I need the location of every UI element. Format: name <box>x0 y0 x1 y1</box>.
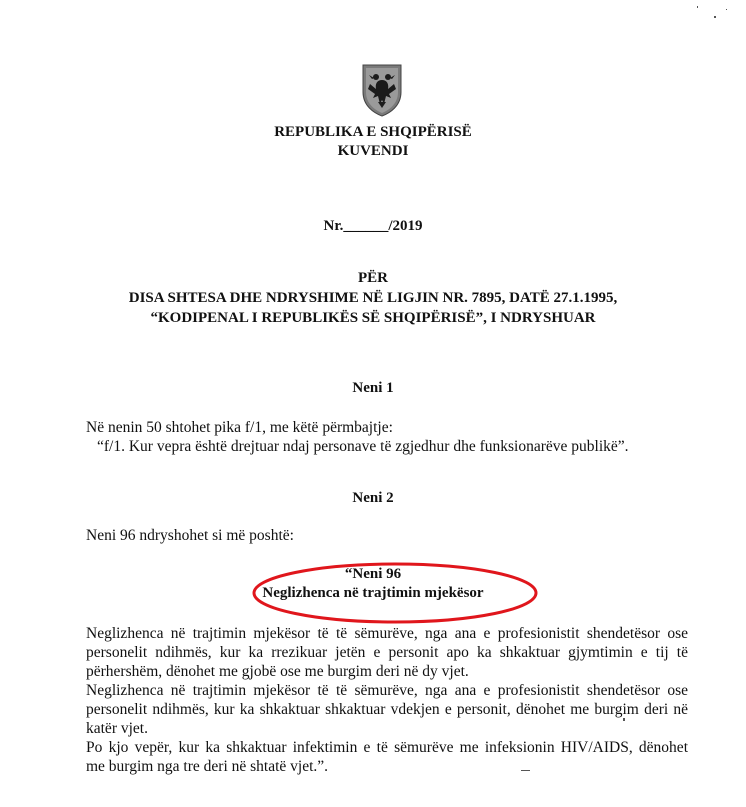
article-96-text-line: katër vjet. <box>86 720 148 737</box>
albanian-eagle-emblem-icon <box>360 62 404 118</box>
article-2-heading: Neni 2 <box>352 490 394 506</box>
scan-speck <box>726 9 727 10</box>
article-1-intro: Në nenin 50 shtohet pika f/1, me këtë përmbajtje: <box>86 419 393 436</box>
document-number: Nr.______/2019 <box>323 218 423 234</box>
article-1-heading: Neni 1 <box>352 380 394 396</box>
law-title-line-3: “KODIPENAL I REPUBLIKËS SË SHQIPËRISË”, I NDRYSHUAR <box>150 310 596 326</box>
article-96-text-line: Neglizhenca në trajtimin mjekësor të të sëmurëve, nga ana e profesionistit shendetësor ose <box>86 625 688 642</box>
new-article-title: Neglizhenca në trajtimin mjekësor <box>262 585 484 601</box>
institution-name: KUVENDI <box>337 143 409 159</box>
article-96-text-line: personelit ndihmës, kur ka shkaktuar shkaktuar vdekjen e personit, dënohet me burgim deri në <box>86 701 688 718</box>
new-article-heading: “Neni 96 <box>344 566 402 582</box>
article-96-text-line: personelit ndihmës, kur ka rrezikuar jetën e personit apo ka shkaktuar gjymtimin e tij të <box>86 644 688 661</box>
scan-speck <box>697 6 698 8</box>
article-96-text-line: me burgim nga tre deri në shtatë vjet.”. <box>86 758 329 775</box>
scan-speck <box>714 16 716 18</box>
article-96-text-line: Neglizhenca në trajtimin mjekësor të të sëmurëve, nga ana e profesionistit shendetësor ose <box>86 682 688 699</box>
article-1-quote: “f/1. Kur vepra është drejtuar ndaj personave të zgjedhur dhe funksionarëve publikë”. <box>97 438 629 455</box>
article-96-text-line: përhershëm, dënohet me gjobë ose me burgim deri në dy vjet. <box>86 663 469 680</box>
article-96-text-line: Po kjo vepër, kur ka shkaktuar infektimin e të sëmurëve me infeksionin HIV/AIDS, dënohet <box>86 739 688 756</box>
scan-speck <box>521 770 530 771</box>
law-title-line-1: PËR <box>358 270 388 286</box>
scan-speck <box>623 718 625 721</box>
article-2-intro: Neni 96 ndryshohet si më poshtë: <box>86 527 294 544</box>
country-name: REPUBLIKA E SHQIPËRISË <box>274 124 472 140</box>
law-title-line-2: DISA SHTESA DHE NDRYSHIME NË LIGJIN NR. 7895, DATË 27.1.1995, <box>128 290 618 306</box>
